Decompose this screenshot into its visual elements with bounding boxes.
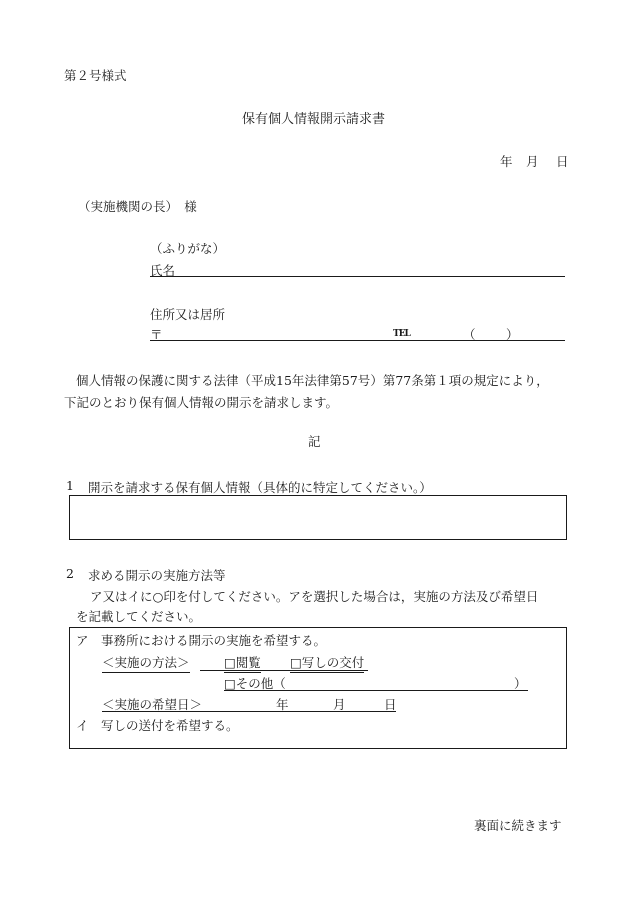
name-label: 氏名 (150, 263, 176, 278)
furigana-label: （ふりがな） (150, 241, 226, 256)
addressee: （実施機関の長） 様 (78, 199, 197, 214)
section1-number: 1 (66, 478, 74, 493)
choice-other[interactable]: □その他（ (224, 676, 286, 691)
tel-paren-open: （ (463, 327, 476, 342)
section2-label: 求める開示の実施方法等 (88, 568, 226, 583)
choice-view[interactable]: □閲覧 (224, 653, 261, 673)
method-underline (200, 670, 368, 671)
intro-line-1: 個人情報の保護に関する法律（平成15年法律第57号）第77条第１項の規定により， (76, 373, 549, 388)
name-field[interactable] (150, 276, 565, 277)
intro-line-2: 下記のとおり保有個人情報の開示を請求します。 (64, 395, 339, 410)
tel-paren-close: ） (506, 327, 519, 342)
requested-info-box[interactable] (69, 495, 567, 540)
method-box (69, 627, 567, 749)
choice-other-close: ） (514, 676, 527, 691)
desired-month-label: 月 (333, 697, 346, 712)
address-field[interactable] (150, 340, 565, 341)
desired-day-label: 日 (384, 697, 397, 712)
date-year-label: 年 (500, 154, 513, 169)
date-day-label: 日 (556, 154, 569, 169)
continued-note: 裏面に続きます (474, 818, 562, 833)
choice-copy[interactable]: □写しの交付 (290, 653, 364, 673)
form-number: 第２号様式 (64, 68, 127, 83)
record-heading: 記 (308, 434, 321, 449)
page-title: 保有個人情報開示請求書 (242, 112, 386, 127)
desired-date-label: ＜実施の希望日＞ (102, 697, 203, 712)
postal-mark: 〒 (150, 327, 163, 342)
method-label: ＜実施の方法＞ (102, 653, 190, 673)
section2-note-line-1: ア又はイに○印を付してください。アを選択した場合は，実施の方法及び希望日 (90, 589, 539, 604)
date-month-label: 月 (526, 154, 539, 169)
option-a-label[interactable]: ア 事務所における開示の実施を希望する。 (76, 633, 327, 648)
desired-year-label: 年 (276, 697, 289, 712)
section2-number: 2 (66, 566, 74, 581)
option-b-label[interactable]: イ 写しの送付を希望する。 (76, 718, 239, 733)
other-underline[interactable] (224, 690, 528, 691)
section1-label: 開示を請求する保有個人情報（具体的に特定してください。） (88, 480, 432, 495)
desired-date-underline[interactable] (102, 711, 396, 712)
section2-note-line-2: を記載してください。 (76, 609, 202, 624)
tel-label: TEL (393, 329, 410, 339)
address-label: 住所又は居所 (150, 307, 226, 322)
